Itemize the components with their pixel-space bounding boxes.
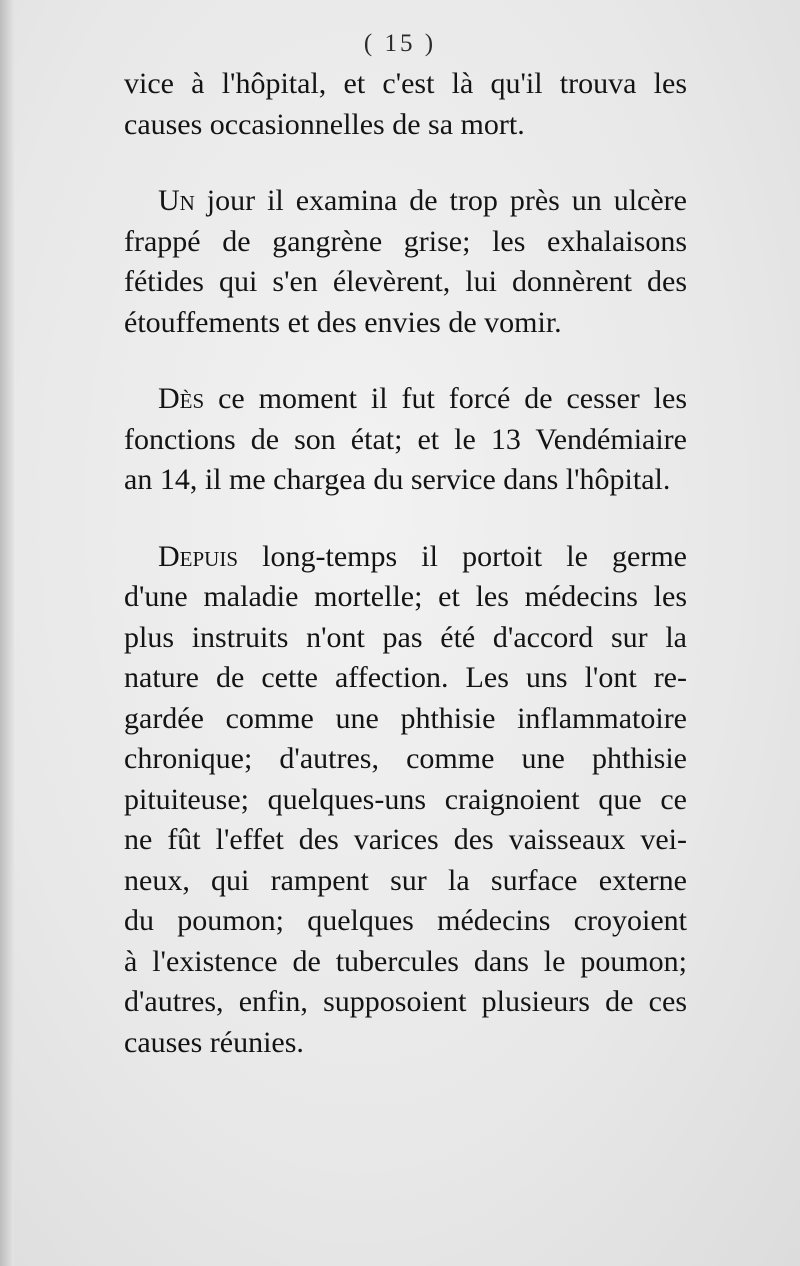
text-line-rest: ce moment il fut forcé de cesser les [204,382,687,415]
text-line: pituiteuse; quelques-uns craignoient que ce [124,782,687,816]
text-line: ne fût l'effet des varices des vaisseaux vei- [124,823,687,856]
text-line: gardée comme une phthisie inflammatoire [124,701,687,735]
paragraph-gap [124,343,687,379]
text-line: d'autres, enfin, supposoient plusieurs de ces [124,985,687,1018]
text-line: nature de cette affection. Les uns l'ont re- [124,661,687,694]
text-line-rest: long-temps il portoit le germe [238,539,687,573]
text-line: causes occasionnelles de sa mort. [124,107,525,141]
text-line: chronique; d'autres, comme une phthisie [124,742,687,775]
text-line: étouffements et des envies de vomir. [124,305,562,339]
body-text [124,64,687,1063]
paragraph-gap [124,145,687,181]
page-gutter-shadow [0,0,14,1266]
text-line: causes réunies. [124,1025,304,1059]
paragraph-lead-word: Dès [158,382,205,415]
text-line [124,537,687,578]
text-line: fétides qui s'en élevèrent, lui donnèrent des [124,265,687,298]
text-line: fonctions de son état; et le 13 Vendémiaire [124,422,687,456]
paragraph-gap [124,501,687,537]
text-line: d'une maladie mortelle; et les médecins les [124,580,687,613]
text-line: plus instruits n'ont pas été d'accord sur la [124,620,687,654]
paragraph-lead-word: Depuis [158,539,239,573]
text-line: vice à l'hôpital, et c'est là qu'il trouva les [124,67,687,100]
paragraph-lead-word: Un [158,184,195,217]
text-line [124,181,687,222]
text-line: à l'existence de tubercules dans le poumon; [124,944,687,978]
text-line [124,379,687,420]
text-line: du poumon; quelques médecins croyoient [124,904,687,937]
text-line: an 14, il me chargea du service dans l'hôpital. [124,463,671,496]
text-line: frappé de gangrène grise; les exhalaisons [124,224,687,258]
page-number: ( 15 ) [363,30,437,57]
text-line-rest: jour il examina de trop près un ulcère [194,184,687,217]
text-line: neux, qui rampent sur la surface externe [124,863,687,897]
